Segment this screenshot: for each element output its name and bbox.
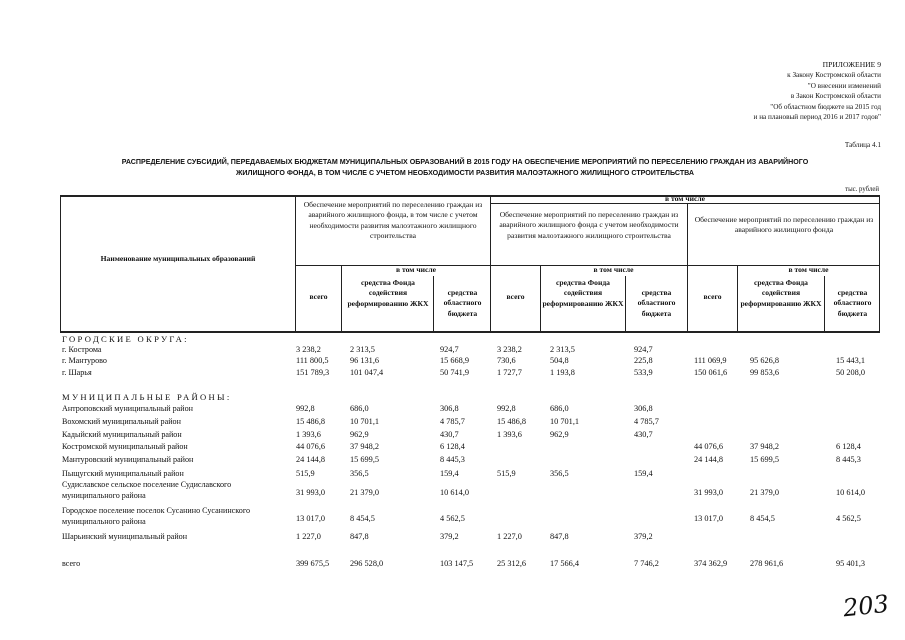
value-cell: 10 701,1 <box>350 417 380 426</box>
value-cell: 24 144,8 <box>694 455 724 464</box>
value-cell: 2 313,5 <box>350 345 375 354</box>
value-cell: 686,0 <box>550 404 569 413</box>
row-name: Шарьинский муниципальный район <box>62 532 188 541</box>
value-cell: 15 486,8 <box>296 417 326 426</box>
value-cell: 37 948,2 <box>750 442 780 451</box>
value-cell: 50 741,9 <box>440 368 470 377</box>
handwritten-page-number: 203 <box>841 589 891 623</box>
fund-header: средства Фонда содействия реформированию ЖКХ <box>740 278 822 308</box>
value-cell: 6 128,4 <box>836 442 861 451</box>
value-cell: 10 701,1 <box>550 417 580 426</box>
fund-header: средства Фонда содействия реформированию ЖКХ <box>542 278 624 308</box>
value-cell: 225,8 <box>634 356 653 365</box>
value-cell: 399 675,5 <box>296 559 330 568</box>
value-cell: 1 227,0 <box>497 532 522 541</box>
value-cell: 159,4 <box>634 469 653 478</box>
fund-header: средства Фонда содействия реформированию ЖКХ <box>347 278 429 308</box>
appendix-line: к Закону Костромской области <box>787 71 881 80</box>
row-name: Кадыйский муниципальный район <box>62 430 182 439</box>
value-cell: 50 208,0 <box>836 368 866 377</box>
value-cell: 379,2 <box>440 532 459 541</box>
value-cell: 1 193,8 <box>550 368 575 377</box>
appendix-line: в Закон Костромской области <box>790 92 881 101</box>
value-cell: 31 993,0 <box>694 488 724 497</box>
value-cell: 962,9 <box>350 430 369 439</box>
row-name: Мантуровский муниципальный район <box>62 455 194 464</box>
value-cell: 1 227,0 <box>296 532 321 541</box>
appendix-line: ПРИЛОЖЕНИЕ 9 <box>822 60 881 69</box>
title-line: ЖИЛИЩНОГО ФОНДА, В ТОМ ЧИСЛЕ С УЧЕТОМ НЕОБХОДИМОСТИ РАЗВИТИЯ МАЛОЭТАЖНОГО ЖИЛИЩНОГО СТРОИТЕЛЬСТВА <box>235 168 695 177</box>
value-cell: 278 961,6 <box>750 559 784 568</box>
table-label: Таблица 4.1 <box>844 141 881 149</box>
appendix-line: и на плановый период 2016 и 2017 годов" <box>753 113 881 122</box>
value-cell: 21 379,0 <box>350 488 380 497</box>
value-cell: 374 362,9 <box>694 559 728 568</box>
value-cell: 10 614,0 <box>440 488 470 497</box>
subheader-in-that-number: в том числе <box>788 265 829 274</box>
value-cell: 44 076,6 <box>694 442 724 451</box>
value-cell: 17 566,4 <box>550 559 580 568</box>
value-cell: 96 131,6 <box>350 356 380 365</box>
row-name: Костромской муниципальный район <box>62 442 188 451</box>
regional-header: средства областного бюджета <box>833 288 872 318</box>
value-cell: 99 853,6 <box>750 368 780 377</box>
value-cell: 515,9 <box>296 469 315 478</box>
value-cell: 686,0 <box>350 404 369 413</box>
value-cell: 992,8 <box>497 404 516 413</box>
value-cell: 356,5 <box>350 469 369 478</box>
value-cell: 730,6 <box>497 356 516 365</box>
value-cell: 515,9 <box>497 469 516 478</box>
appendix-line: "О внесении изменений <box>807 81 881 90</box>
value-cell: 37 948,2 <box>350 442 380 451</box>
value-cell: 4 785,7 <box>634 417 659 426</box>
value-cell: 306,8 <box>634 404 653 413</box>
value-cell: 379,2 <box>634 532 653 541</box>
value-cell: 13 017,0 <box>694 514 724 523</box>
value-cell: 21 379,0 <box>750 488 780 497</box>
value-cell: 6 128,4 <box>440 442 465 451</box>
value-cell: 159,4 <box>440 469 459 478</box>
value-cell: 4 562,5 <box>440 514 465 523</box>
value-cell: 962,9 <box>550 430 569 439</box>
value-cell: 533,9 <box>634 368 653 377</box>
value-cell: 95 626,8 <box>750 356 780 365</box>
value-cell: 306,8 <box>440 404 459 413</box>
group2-header: Обеспечение мероприятий по переселению граждан из аварийного жилищного фонда с учетом необходимости развития малоэтажного жилищного строительства <box>499 210 679 240</box>
subheader-in-that-number: в том числе <box>593 265 634 274</box>
section-title: МУНИЦИПАЛЬНЫЕ РАЙОНЫ: <box>62 392 232 402</box>
value-cell: 8 454,5 <box>750 514 775 523</box>
value-cell: 31 993,0 <box>296 488 326 497</box>
subheader-in-that-number: в том числе <box>395 265 436 274</box>
value-cell: 15 699,5 <box>350 455 380 464</box>
appendix-line: "Об областном бюджете на 2015 год <box>770 102 881 111</box>
group3-header: Обеспечение мероприятий по переселению граждан из аварийного жилищного фонда <box>694 215 874 235</box>
value-cell: 15 668,9 <box>440 356 470 365</box>
value-cell: 150 061,6 <box>694 368 728 377</box>
value-cell: 1 393,6 <box>497 430 522 439</box>
title-line: РАСПРЕДЕЛЕНИЕ СУБСИДИЙ, ПЕРЕДАВАЕМЫХ БЮДЖЕТАМ МУНИЦИПАЛЬНЫХ ОБРАЗОВАНИЙ В 2015 ГОДУ НА ОБЕСПЕЧЕНИЕ МЕРОПРИЯТИЙ ПО ПЕРЕСЕЛЕНИЮ ГРАЖДАН ИЗ АВАРИЙНОГО <box>121 158 809 166</box>
value-cell: 430,7 <box>440 430 459 439</box>
value-cell: 504,8 <box>550 356 569 365</box>
total-header: всего <box>703 292 722 301</box>
regional-header: средства областного бюджета <box>637 288 676 318</box>
value-cell: 15 699,5 <box>750 455 780 464</box>
row-name: Городское поселение поселок Сусанино Сусанинского муниципального района <box>62 506 250 526</box>
name-column-header: Наименование муниципальных образований <box>100 254 256 263</box>
value-cell: 847,8 <box>550 532 569 541</box>
value-cell: 24 144,8 <box>296 455 326 464</box>
regional-header: средства областного бюджета <box>443 288 482 318</box>
group1-header: Обеспечение мероприятий по переселению граждан из аварийного жилищного фонда, в том числе с учетом необходимости развития малоэтажного жилищного строительства <box>303 200 483 241</box>
value-cell: 8 454,5 <box>350 514 375 523</box>
row-name: всего <box>62 559 81 568</box>
value-cell: 101 047,4 <box>350 368 384 377</box>
value-cell: 15 443,1 <box>836 356 866 365</box>
total-header: всего <box>309 292 328 301</box>
value-cell: 4 785,7 <box>440 417 465 426</box>
value-cell: 1 393,6 <box>296 430 321 439</box>
value-cell: 3 238,2 <box>296 345 321 354</box>
units-label: тыс. рублей <box>845 186 879 193</box>
value-cell: 7 746,2 <box>634 559 659 568</box>
value-cell: 25 312,6 <box>497 559 527 568</box>
value-cell: 847,8 <box>350 532 369 541</box>
value-cell: 13 017,0 <box>296 514 326 523</box>
total-header: всего <box>506 292 525 301</box>
value-cell: 1 727,7 <box>497 368 522 377</box>
value-cell: 95 401,3 <box>836 559 866 568</box>
row-name: г. Кострома <box>62 345 102 354</box>
section-title: ГОРОДСКИЕ ОКРУГА: <box>62 334 189 344</box>
value-cell: 2 313,5 <box>550 345 575 354</box>
value-cell: 111 069,9 <box>694 356 727 365</box>
value-cell: 924,7 <box>634 345 653 354</box>
row-name: г. Мантурово <box>62 356 107 365</box>
row-name: Судиславское сельское поселение Судиславского муниципального района <box>62 480 232 500</box>
value-cell: 103 147,5 <box>440 559 474 568</box>
value-cell: 10 614,0 <box>836 488 866 497</box>
row-name: Антроповский муниципальный район <box>62 404 193 413</box>
row-name: Вохомский муниципальный район <box>62 417 181 426</box>
value-cell: 924,7 <box>440 345 459 354</box>
value-cell: 3 238,2 <box>497 345 522 354</box>
in-that-number-header: в том числе <box>664 194 705 203</box>
value-cell: 44 076,6 <box>296 442 326 451</box>
value-cell: 8 445,3 <box>836 455 861 464</box>
value-cell: 151 789,3 <box>296 368 330 377</box>
value-cell: 4 562,5 <box>836 514 861 523</box>
value-cell: 111 800,5 <box>296 356 329 365</box>
value-cell: 430,7 <box>634 430 653 439</box>
value-cell: 356,5 <box>550 469 569 478</box>
value-cell: 15 486,8 <box>497 417 527 426</box>
value-cell: 296 528,0 <box>350 559 384 568</box>
value-cell: 8 445,3 <box>440 455 465 464</box>
row-name: Пыщугский муниципальный район <box>62 469 184 478</box>
value-cell: 992,8 <box>296 404 315 413</box>
row-name: г. Шарья <box>62 368 92 377</box>
